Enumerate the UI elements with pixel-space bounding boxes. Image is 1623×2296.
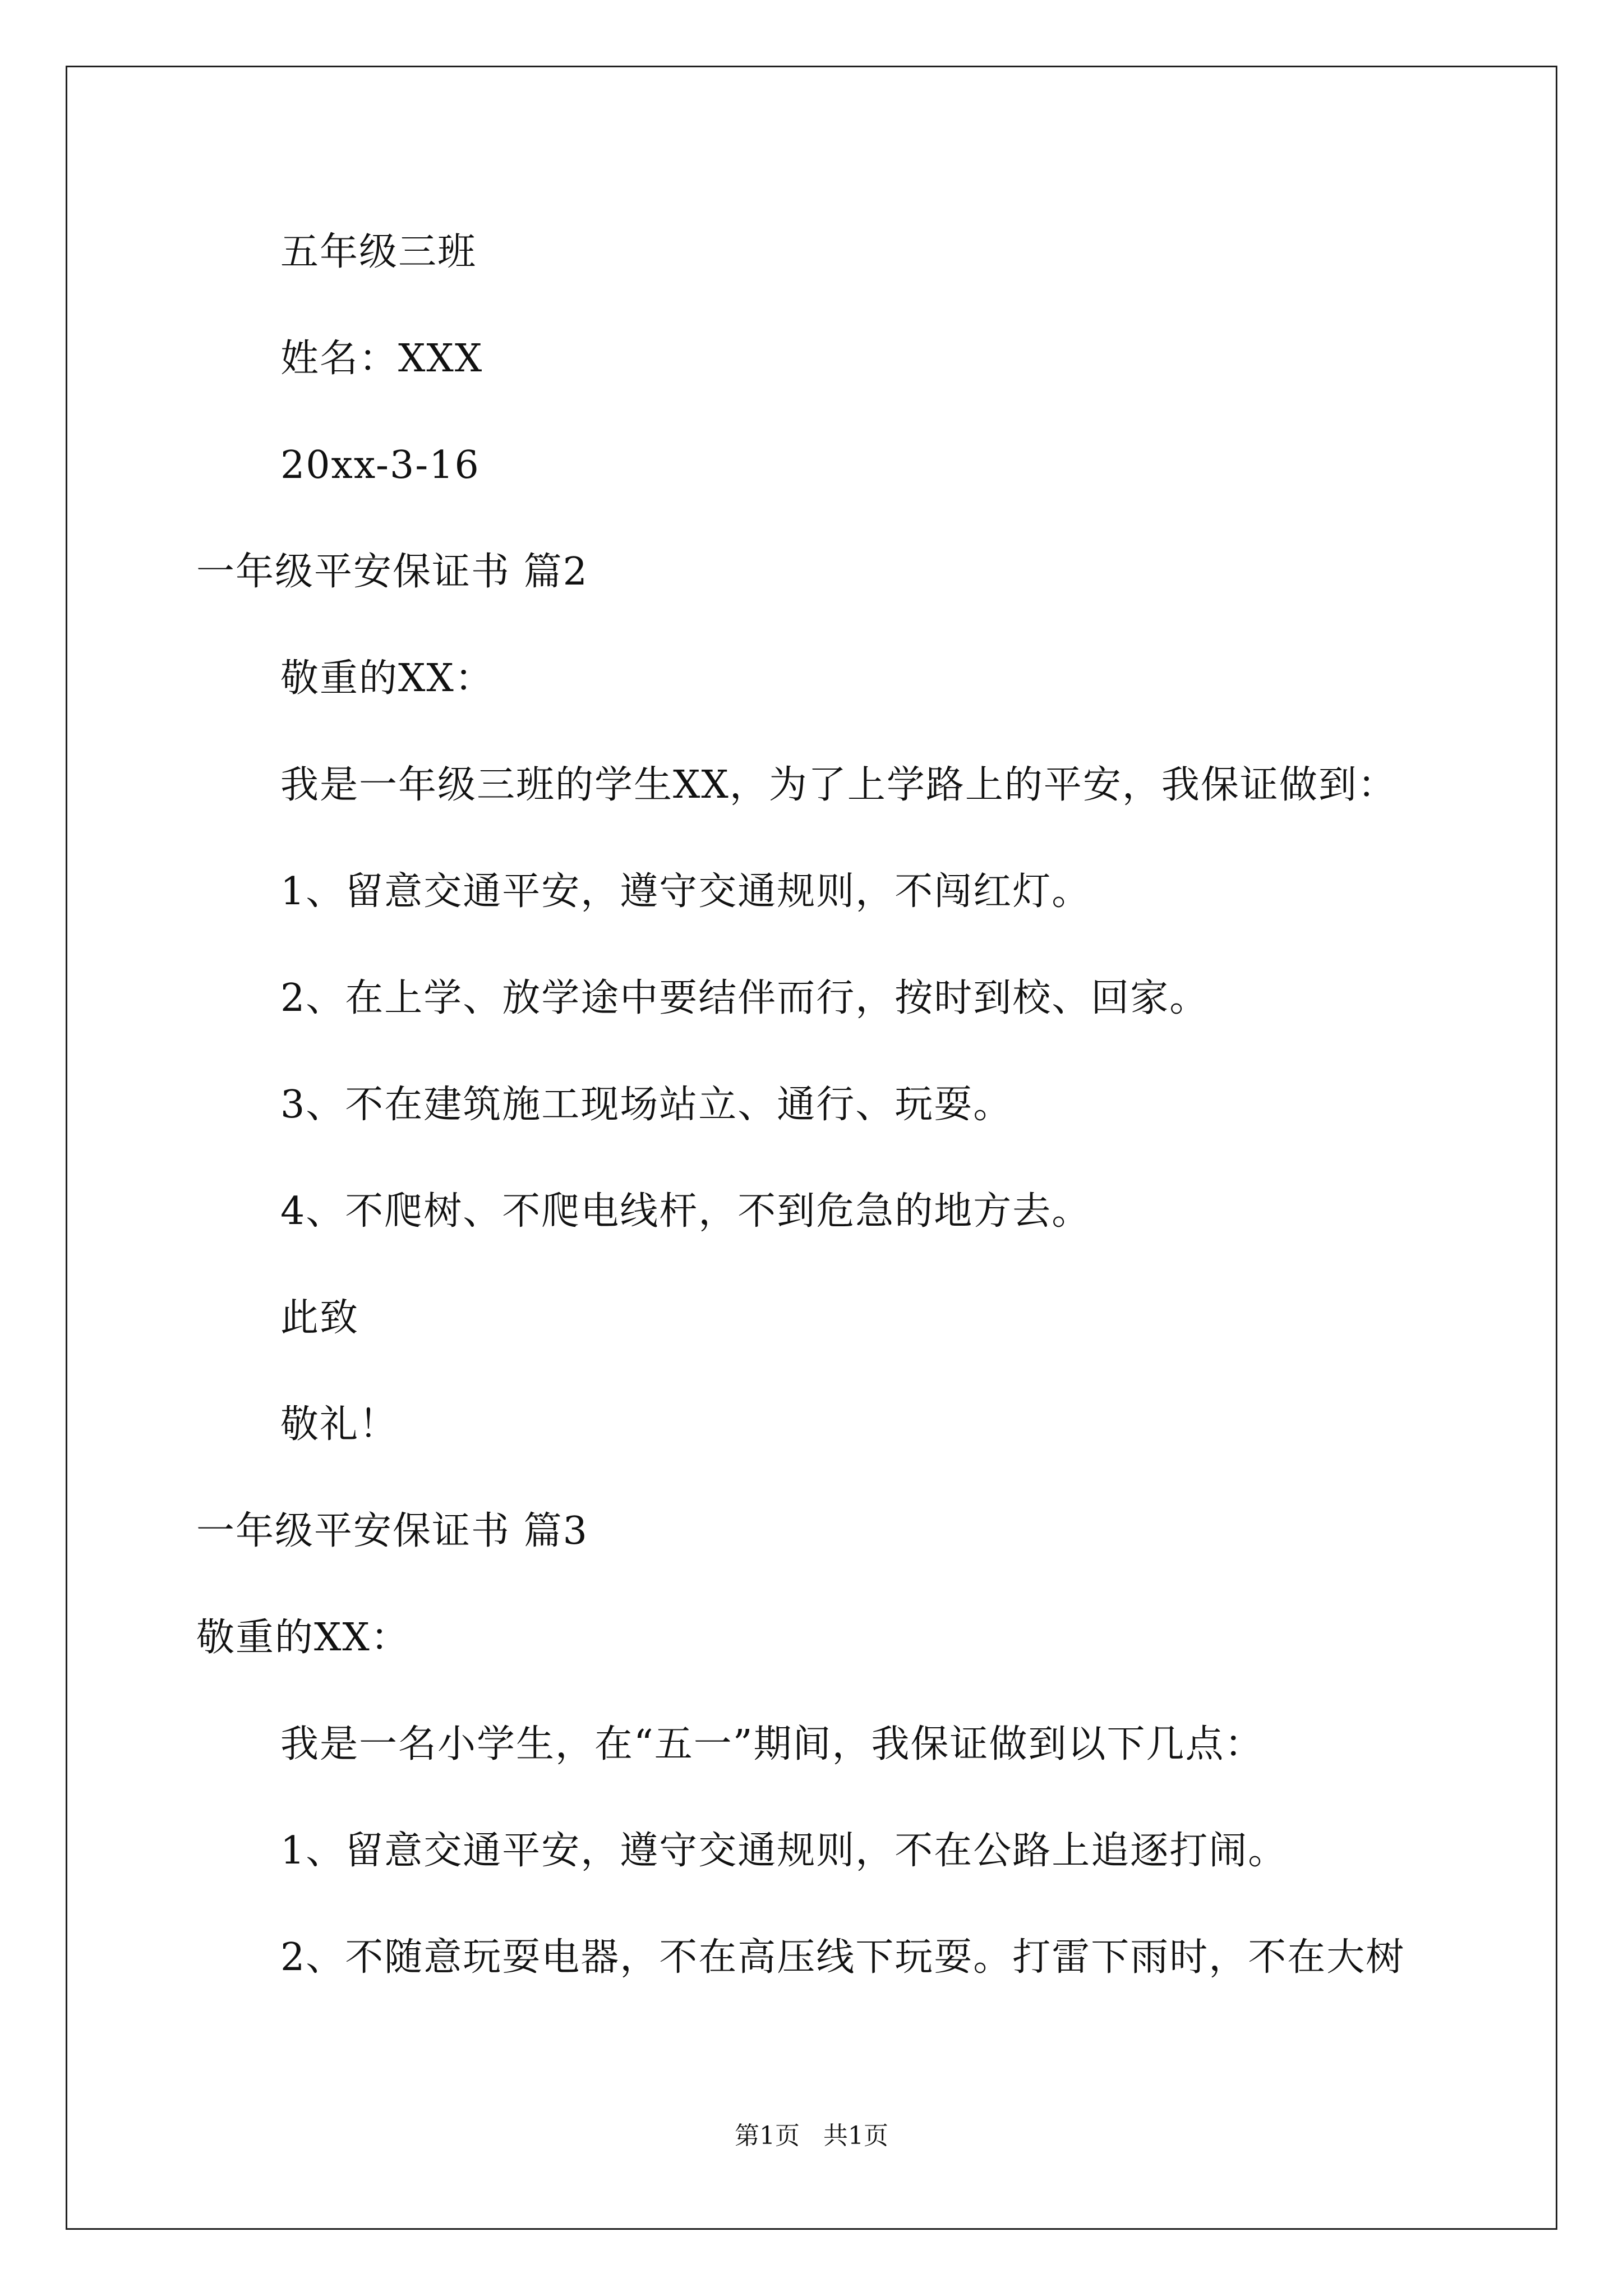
intro-paragraph-2: 我是一年级三班的学生XX，为了上学路上的平安，我保证做到： <box>280 763 1397 807</box>
list-item-2-4: 4、不爬树、不爬电线杆，不到危急的地方去。 <box>280 1189 1091 1234</box>
closing-line-2: 敬礼！ <box>280 1402 399 1447</box>
salutation-3: 敬重的XX： <box>196 1616 410 1660</box>
name-line: 姓名：XXX <box>280 337 483 381</box>
list-item-3-2: 2、不随意玩耍电器，不在高压线下玩耍。打雷下雨时，不在大树 <box>280 1935 1405 1980</box>
date-line: 20xx-3-16 <box>280 443 480 487</box>
intro-paragraph-3: 我是一名小学生，在“五一”期间，我保证做到以下几点： <box>280 1722 1264 1766</box>
section-heading-3: 一年级平安保证书 篇3 <box>196 1509 588 1553</box>
section-heading-2: 一年级平安保证书 篇2 <box>196 550 588 594</box>
list-item-2-3: 3、不在建筑施工现场站立、通行、玩耍。 <box>280 1083 1013 1127</box>
closing-line-1: 此致 <box>280 1296 359 1340</box>
page-number-footer: 第1页 共1页 <box>735 2122 888 2150</box>
list-item-2-1: 1、留意交通平安，遵守交通规则，不闯红灯。 <box>280 869 1091 914</box>
list-item-2-2: 2、在上学、放学途中要结伴而行，按时到校、回家。 <box>280 976 1209 1020</box>
salutation-2: 敬重的XX： <box>280 656 494 701</box>
page-frame <box>66 66 1557 2230</box>
list-item-3-1: 1、留意交通平安，遵守交通规则，不在公路上追逐打闹。 <box>280 1829 1288 1873</box>
class-line: 五年级三班 <box>280 230 477 274</box>
